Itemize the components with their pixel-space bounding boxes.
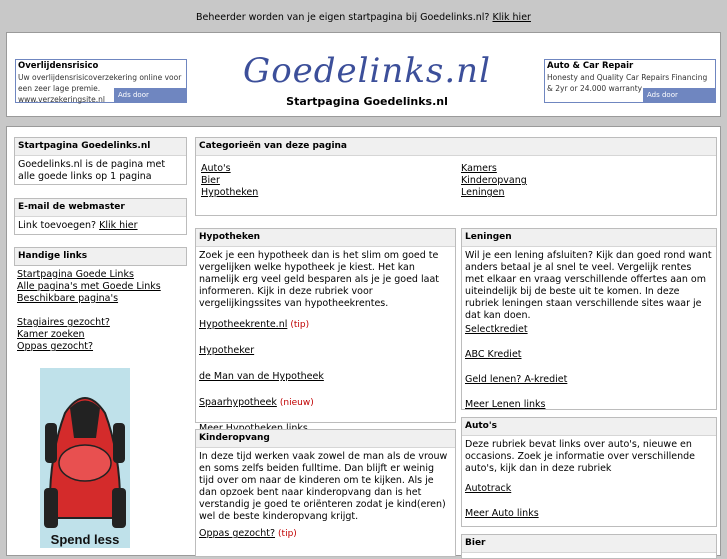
hypotheken-content xyxy=(196,247,455,438)
autos-text: Deze rubriek bevat links over auto's, nieuwe en occasions. Zoek je informatie over verschillende auto's, kijk dan in deze rubriek xyxy=(465,439,695,474)
site-logo[interactable]: Goedelinks.nl xyxy=(243,51,491,91)
leningen-text: Wil je een lening afsluiten? Kijk dan goed rond want anders betaal je al snel te veel. Vergelijk rentes met elkaar en vraag verschillende offertes aan om uiteindelijk bij de beste uit te komen. In deze rubriek leningen staan verschillende sites waar je dat kan doen. xyxy=(465,250,712,321)
email-row xyxy=(15,217,186,235)
list-item xyxy=(199,397,452,409)
categories-col-2 xyxy=(461,163,527,199)
email-text: Link toevoegen? xyxy=(18,220,100,231)
category-link[interactable]: Auto's xyxy=(201,163,231,174)
handy-links-list xyxy=(14,266,187,356)
autos-link[interactable]: Autotrack xyxy=(465,483,512,494)
categories-box xyxy=(195,137,717,216)
ads-by-google-strip[interactable] xyxy=(114,88,186,115)
more-leningen-link[interactable]: Meer Lenen links xyxy=(465,399,546,410)
handy-links-title: Handige links xyxy=(14,247,187,266)
page-title: Startpagina Goedelinks.nl xyxy=(286,95,448,108)
new-badge: (nieuw) xyxy=(279,398,314,408)
about-box xyxy=(14,137,187,185)
red-car-icon xyxy=(40,368,130,548)
hypotheken-link[interactable]: Hypotheker xyxy=(199,345,255,356)
hypotheken-link[interactable]: Spaarhypotheek xyxy=(199,397,277,408)
categories-col-1 xyxy=(201,163,258,199)
leningen-title: Leningen xyxy=(462,229,716,247)
kinderopvang-title: Kinderopvang xyxy=(196,430,455,448)
email-box xyxy=(14,198,187,235)
about-text: Goedelinks.nl is de pagina met alle goede links op 1 pagina xyxy=(18,159,166,182)
list-item xyxy=(199,319,452,331)
hypotheken-link[interactable]: Hypotheekrente.nl xyxy=(199,319,288,330)
ad-left-title[interactable]: Overlijdensrisico xyxy=(18,61,99,71)
autos-content xyxy=(462,436,716,523)
kinderopvang-link[interactable]: Oppas gezocht? xyxy=(199,528,276,539)
leningen-box xyxy=(461,228,717,410)
tip-badge: (tip) xyxy=(290,320,310,330)
main-content xyxy=(6,126,721,556)
announcement-text: Beheerder worden van je eigen startpagina bij Goedelinks.nl? xyxy=(196,12,493,23)
ad-right-desc: Honesty and Quality Car Repairs Financing & 2yr or 24.000 warranty xyxy=(547,73,708,93)
leningen-link[interactable]: Selectkrediet xyxy=(465,324,528,335)
list-item xyxy=(199,528,452,540)
more-autos-link[interactable]: Meer Auto links xyxy=(465,508,539,519)
handy-link[interactable]: Oppas gezocht? xyxy=(17,341,94,352)
announcement-link[interactable]: Klik hier xyxy=(492,12,531,23)
hypotheken-text: Zoek je een hypotheek dan is het slim om goed te vergelijken welke hypotheek je kiest. Het kan namelijk erg veel geld besparen als je je goed laat informeren. Kijk in deze rubriek voor vergelijkingssites van hypotheekrentes. xyxy=(199,250,439,309)
top-announcement xyxy=(0,0,727,32)
poster-text: Spend less xyxy=(50,532,120,547)
list-item xyxy=(199,371,452,383)
handy-link[interactable]: Beschikbare pagina's xyxy=(17,293,119,304)
tip-badge: (tip) xyxy=(278,529,297,539)
ad-right[interactable] xyxy=(544,59,716,115)
hypotheken-box xyxy=(195,228,456,423)
bier-title: Bier xyxy=(462,535,716,553)
handy-link[interactable]: Startpagina Goede Links xyxy=(17,269,134,280)
category-link[interactable]: Leningen xyxy=(461,187,505,198)
category-link[interactable]: Bier xyxy=(201,175,220,186)
email-link[interactable]: Klik hier xyxy=(99,220,138,231)
hypotheken-link[interactable]: de Man van de Hypotheek xyxy=(199,371,324,382)
handy-link[interactable]: Kamer zoeken xyxy=(17,329,85,340)
ad-right-title[interactable]: Auto & Car Repair xyxy=(547,61,634,71)
kinderopvang-content xyxy=(196,448,455,543)
google-logo: Google xyxy=(649,103,687,115)
google-logo: Google xyxy=(120,103,158,115)
handy-link[interactable]: Stagiaires gezocht? xyxy=(17,317,110,328)
site-header xyxy=(6,32,721,117)
category-link[interactable]: Kinderopvang xyxy=(461,175,527,186)
category-link[interactable]: Kamers xyxy=(461,163,497,174)
categories-title: Categorieën van deze pagina xyxy=(196,138,716,156)
hypotheken-title: Hypotheken xyxy=(196,229,455,247)
handy-link[interactable]: Alle pagina's met Goede Links xyxy=(17,281,161,292)
email-title: E-mail de webmaster xyxy=(15,199,186,217)
leningen-content xyxy=(462,247,716,414)
leningen-link[interactable]: Geld lenen? A-krediet xyxy=(465,374,568,385)
kinderopvang-box xyxy=(195,429,456,557)
autos-title: Auto's xyxy=(462,418,716,436)
ads-by-google-strip[interactable] xyxy=(643,88,715,115)
ad-left[interactable] xyxy=(15,59,187,115)
ads-label: Ads door xyxy=(647,91,678,99)
autos-box xyxy=(461,417,717,527)
leningen-link[interactable]: ABC Krediet xyxy=(465,349,522,360)
car-advert-image[interactable] xyxy=(40,368,130,548)
bier-box xyxy=(461,534,717,559)
category-link[interactable]: Hypotheken xyxy=(201,187,259,198)
about-title: Startpagina Goedelinks.nl xyxy=(15,138,186,156)
ad-left-desc: Uw overlijdensrisicoverzekering online voor een zeer lage premie. www.verzekeringsite.nl xyxy=(18,73,182,104)
list-item xyxy=(199,345,452,357)
ads-label: Ads door xyxy=(118,91,149,99)
kinderopvang-text: In deze tijd werken vaak zowel de man als de vrouw en soms zelfs beiden fulltime. Dan blijft er weinig tijd over om naar de kinderen om te kijken. Als je dan opzoek bent naar kinderopvang dan is het verstandig je goed te oriënteren zodat je kind(eren) wel de beste kinderopvang krijgt. xyxy=(199,451,448,522)
